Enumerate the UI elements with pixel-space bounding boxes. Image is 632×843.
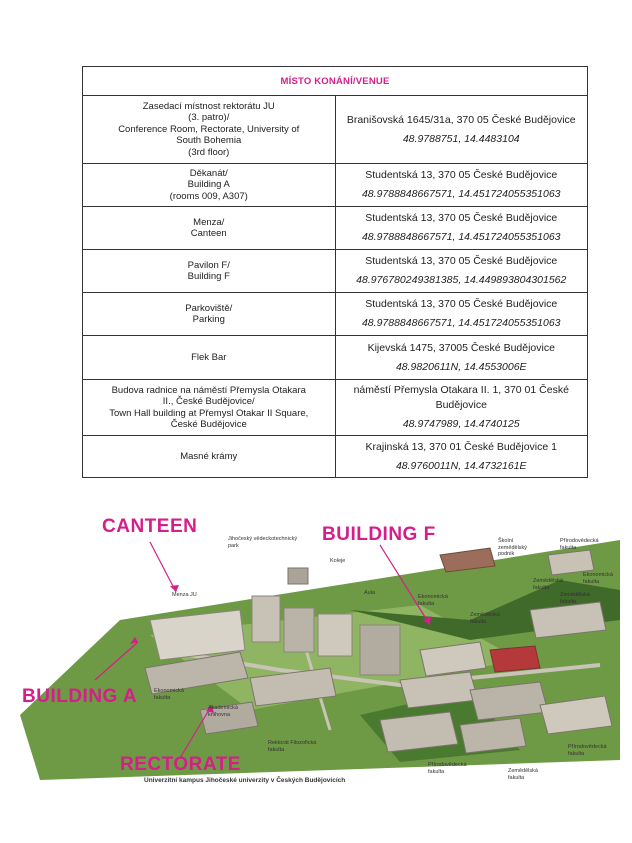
map-label: Jihočeský vědeckotechnický park — [228, 536, 298, 549]
venue-name-line: Zasedací místnost rektorátu JU — [142, 100, 275, 112]
venue-name-line: Menza/ — [193, 216, 225, 228]
venue-name-cell — [83, 436, 336, 478]
venue-address-cell — [335, 336, 588, 380]
table-row — [83, 336, 588, 380]
map-caption: Univerzitní kampus Jihočeské univerzity v Českých Budějovicích — [144, 777, 346, 784]
venue-gps: 48.9788751, 14.4483104 — [402, 132, 520, 145]
venue-name-line: Building F — [187, 271, 230, 282]
venue-name-cell — [83, 207, 336, 250]
venue-address: Kijevská 1475, 37005 České Budějovice — [367, 341, 555, 354]
venue-gps: 48.9788848667571, 14.451724055351063 — [361, 188, 561, 200]
map-label: Rektorát Filozofická fakulta — [268, 740, 317, 753]
venue-name-line: Conference Room, Rectorate, University of — [118, 123, 300, 135]
venue-name-line: České Budějovice — [170, 419, 247, 430]
building-red-roof — [490, 646, 540, 672]
venue-gps: 48.9760011N, 14.4732161E — [395, 459, 527, 472]
venue-name-line: (3. patro)/ — [188, 112, 230, 124]
table-row — [83, 164, 588, 207]
venue-gps: 48.9747989, 14.4740125 — [402, 418, 520, 430]
canteen-arrowhead — [170, 585, 179, 592]
canteen-callout: CANTEEN — [102, 516, 198, 537]
venue-table — [82, 66, 588, 478]
venue-address: Krajinská 13, 370 01 České Budějovice 1 — [365, 440, 557, 453]
venue-address: Studentská 13, 370 05 České Budějovice — [365, 169, 558, 181]
building-tower — [284, 608, 314, 652]
table-header-row — [83, 67, 588, 96]
venue-address: Studentská 13, 370 05 České Budějovice — [365, 212, 558, 224]
venue-address-cell — [335, 380, 588, 436]
table-row — [83, 380, 588, 436]
campus-map — [0, 500, 632, 800]
venue-name-line: Děkanát/ — [189, 167, 228, 179]
venue-name-line: Building A — [187, 179, 230, 191]
venue-name-line: (rooms 009, A307) — [169, 190, 248, 202]
venue-name-line: Parkoviště/ — [185, 302, 233, 314]
canteen-arrow — [150, 542, 176, 592]
venue-name-cell — [83, 164, 336, 207]
venue-name-cell — [83, 96, 336, 164]
venue-name-line: Pavilon F/ — [187, 259, 230, 271]
map-label: Zemědělská fakulta — [508, 768, 538, 781]
venue-address-cell — [335, 250, 588, 293]
venue-name-line: (3rd floor) — [188, 146, 230, 158]
venue-name-cell — [83, 293, 336, 336]
venue-name-line: Masné krámy — [180, 450, 238, 462]
map-label: Zemědělská fakulta — [470, 612, 500, 625]
venue-gps: 48.9788848667571, 14.451724055351063 — [361, 231, 561, 243]
venue-address: Branišovská 1645/31a, 370 05 České Budějovice — [346, 113, 576, 126]
map-label: Ekonomická fakulta — [418, 594, 448, 607]
venue-name-line: II., České Budějovice/ — [162, 396, 255, 407]
venue-address-cell — [335, 293, 588, 336]
venue-address-cell — [335, 436, 588, 478]
map-label: Zemědělská fakulta — [533, 578, 563, 591]
rectorate-callout: RECTORATE — [120, 754, 241, 775]
map-label: Přírodovědecká fakulta — [428, 762, 467, 775]
venue-name-line: Flek Bar — [191, 351, 227, 363]
table-row — [83, 250, 588, 293]
table-header: MÍSTO KONÁNÍ/VENUE — [83, 67, 588, 96]
venue-name-line: Canteen — [190, 228, 227, 239]
table-row — [83, 293, 588, 336]
map-label: Menza JU — [172, 592, 197, 598]
venue-address: náměstí Přemysla Otakara II. 1, 370 01 České Budějovice — [353, 384, 569, 411]
map-label: Přírodovědecká fakulta — [568, 744, 607, 757]
venue-gps: 48.9820611N, 14.4553006E — [395, 360, 527, 373]
venue-name-cell — [83, 336, 336, 380]
venue-address-cell — [335, 164, 588, 207]
venue-name-cell — [83, 250, 336, 293]
venue-name-line: Town Hall building at Přemysl Otakar II Square, — [109, 407, 309, 419]
building-f-callout: BUILDING F — [322, 524, 436, 545]
venue-name-line: Parking — [192, 314, 225, 325]
map-label: Akademická knihovna — [208, 705, 238, 718]
building-tower — [360, 625, 400, 675]
map-label: Školní zemědělský podnik — [498, 538, 528, 557]
map-label: Zemědělská fakulta — [560, 592, 590, 605]
table-row — [83, 96, 588, 164]
map-label: Ekonomická fakulta — [583, 572, 613, 585]
venue-gps: 48.976780249381385, 14.449893804301562 — [356, 274, 567, 286]
map-label: Aula — [364, 590, 376, 596]
venue-name-line: South Bohemia — [176, 135, 242, 147]
venue-name-line: Budova radnice na náměstí Přemysla Otakara — [111, 384, 306, 396]
map-label: Přírodovědecká fakulta — [560, 538, 599, 551]
building-tower — [318, 614, 352, 656]
building-park — [288, 568, 308, 584]
venue-address-cell — [335, 96, 588, 164]
map-label: Koleje — [330, 558, 346, 564]
map-label: Ekonomická fakulta — [154, 688, 184, 701]
venue-address: Studentská 13, 370 05 České Budějovice — [365, 298, 558, 310]
table-row — [83, 207, 588, 250]
venue-address-cell — [335, 207, 588, 250]
venue-name-cell — [83, 380, 336, 436]
venue-gps: 48.9788848667571, 14.451724055351063 — [361, 317, 561, 329]
venue-address: Studentská 13, 370 05 České Budějovice — [365, 255, 558, 267]
table-row — [83, 436, 588, 478]
building-a-callout: BUILDING A — [22, 686, 138, 707]
building-tower — [252, 596, 280, 642]
